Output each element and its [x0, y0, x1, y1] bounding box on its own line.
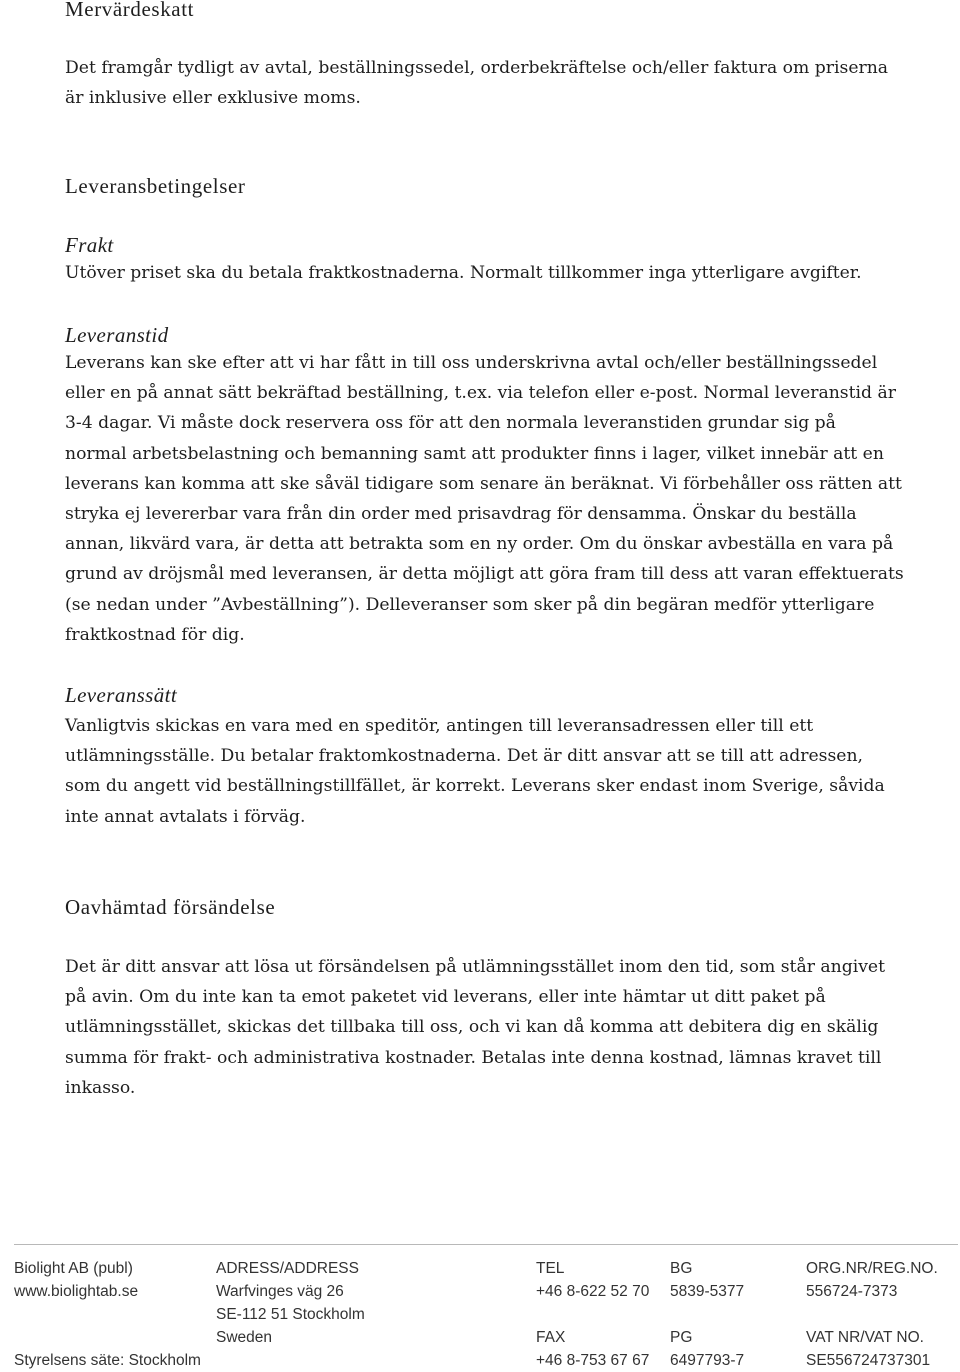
paragraph-frakt — [65, 258, 945, 288]
heading-oavhamtad-forsandelse: Oavhämtad försändelse — [65, 895, 276, 919]
address-country: Sweden — [216, 1329, 273, 1346]
org-label: ORG.NR/REG.NO. — [806, 1260, 938, 1277]
text-line: Utöver priset ska du betala fraktkostnaderna. Normalt tillkommer inga ytterligare avgifter. — [65, 263, 862, 283]
pg-number: 6497793-7 — [670, 1352, 745, 1369]
text-line: 3-4 dagar. Vi måste dock reservera oss för att den normala leveranstiden grundar sig på — [65, 413, 836, 434]
heading-leveranstid: Leveranstid — [65, 323, 169, 347]
company-seat: Styrelsens säte: Stockholm — [14, 1352, 201, 1369]
text-line: Det är ditt ansvar att lösa ut försändelsen på utlämningsstället inom den tid, som står angivet — [65, 957, 885, 977]
org-number: 556724-7373 — [806, 1283, 898, 1300]
text-line: utlämningsstället, skickas det tillbaka till oss, och vi kan då komma att debitera dig en skälig — [65, 1017, 879, 1038]
text-line: som du angett vid beställningstillfället, är korrekt. Leverans sker endast inom Sverige, såvida — [65, 776, 885, 797]
fax-label: FAX — [536, 1329, 566, 1346]
text-line: (se nedan under ”Avbeställning”). Delleveranser som sker på din begäran medför ytterligare — [65, 594, 875, 615]
text-line: Det framgår tydligt av avtal, beställningssedel, orderbekräftelse och/eller faktura om priserna — [65, 58, 889, 78]
text-line: inkasso. — [65, 1077, 136, 1098]
text-line: utlämningsställe. Du betalar fraktomkostnaderna. Det är ditt ansvar att se till att adressen, — [65, 746, 863, 767]
address-label: ADRESS/ADDRESS — [216, 1260, 359, 1277]
text-line: Vanligtvis skickas en vara med en speditör, antingen till leveransadressen eller till ett — [65, 716, 814, 736]
bg-label: BG — [670, 1260, 693, 1277]
address-postal: SE-112 51 Stockholm — [216, 1306, 365, 1323]
footer-registration-column — [806, 1257, 938, 1372]
text-line: normal arbetsbelastning och bemanning samt att produkter finns i lager, vilket innebär att en — [65, 443, 884, 464]
text-line: annan, likvärd vara, är detta att betrakta som en ny order. Om du önskar avbeställa en vara på — [65, 534, 894, 555]
heading-frakt: Frakt — [65, 233, 114, 257]
text-line: leverans kan komma att ske såväl tidigare som senare än beräknat. Vi förbehåller oss rätten att — [65, 473, 902, 494]
text-line: grund av dröjsmål med leveransen, är detta möjligt att göra fram till dess att varan effektuerats — [65, 564, 904, 585]
heading-mervardeskatt: Mervärdeskatt — [65, 0, 195, 21]
tel-label: TEL — [536, 1260, 565, 1277]
footer-phone-column — [536, 1257, 649, 1372]
company-website-link[interactable]: www.biolightab.se — [14, 1283, 139, 1300]
heading-leveranssatt: Leveranssätt — [65, 683, 178, 707]
footer-address-column — [216, 1257, 365, 1349]
heading-leveransbetingelser: Leveransbetingelser — [65, 174, 246, 198]
bg-number: 5839-5377 — [670, 1283, 745, 1300]
text-line: summa för frakt- och administrativa kostnader. Betalas inte denna kostnad, lämnas kravet till — [65, 1047, 882, 1068]
company-name: Biolight AB (publ) — [14, 1260, 133, 1277]
footer-company-column — [14, 1257, 201, 1372]
paragraph-leveranstid — [65, 348, 945, 650]
text-line: på avin. Om du inte kan ta emot paketet vid leverans, eller inte hämtar ut ditt paket på — [65, 987, 826, 1008]
tel-number: +46 8-622 52 70 — [536, 1283, 650, 1300]
footer-giro-column — [670, 1257, 744, 1372]
paragraph-mervardeskatt — [65, 53, 945, 113]
text-line: är inklusive eller exklusive moms. — [65, 88, 361, 109]
paragraph-leveranssatt — [65, 711, 945, 832]
vat-label: VAT NR/VAT NO. — [806, 1329, 924, 1346]
text-line: Leverans kan ske efter att vi har fått in till oss underskrivna avtal och/eller beställningssedel — [65, 353, 878, 373]
text-line: eller en på annat sätt bekräftad beställning, t.ex. via telefon eller e-post. Normal leveranstid är — [65, 383, 896, 404]
vat-number: SE556724737301 — [806, 1352, 931, 1369]
page-footer — [14, 1244, 958, 1369]
text-line: stryka ej levererbar vara från din order med prisavdrag för densamma. Önskar du beställa — [65, 504, 857, 525]
paragraph-oavhamtad-forsandelse — [65, 952, 945, 1103]
pg-label: PG — [670, 1329, 693, 1346]
address-street: Warfvinges väg 26 — [216, 1283, 344, 1300]
fax-number: +46 8-753 67 67 — [536, 1352, 650, 1369]
text-line: fraktkostnad för dig. — [65, 624, 245, 645]
text-line: inte annat avtalats i förväg. — [65, 806, 306, 827]
